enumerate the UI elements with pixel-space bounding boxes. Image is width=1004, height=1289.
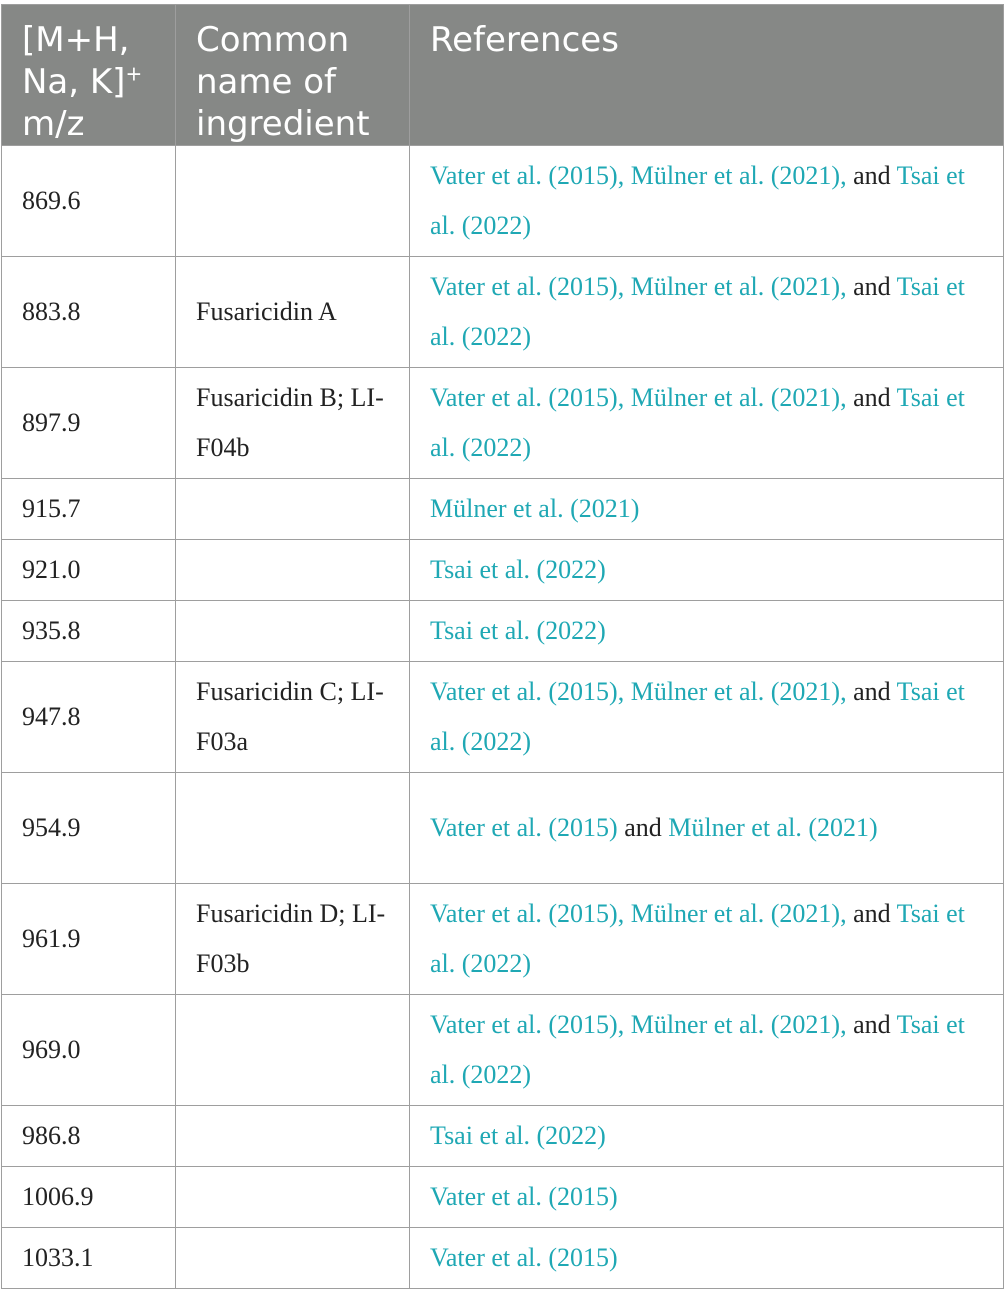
table-row [2,1106,1004,1167]
header-mz: [M+H, Na, K]+ m/z [2,5,176,146]
reference-link[interactable]: Vater et al. (2015), Mülner et al. (2021), [430,272,847,301]
common-name-cell [176,1106,410,1167]
table-row [2,995,1004,1106]
table-row [2,368,1004,479]
table-row [2,773,1004,884]
mz-cell: 869.6 [2,146,176,257]
reference-link[interactable]: Vater et al. (2015), Mülner et al. (2021), [430,899,847,928]
common-name-cell [176,773,410,884]
reference-conjunction: and [846,272,897,301]
reference-link[interactable]: Tsai et al. (2022) [430,899,965,978]
mz-cell: 1033.1 [2,1228,176,1289]
reference-link[interactable]: Vater et al. (2015) [430,1243,618,1272]
references-cell [410,995,1004,1106]
reference-conjunction: and [846,677,897,706]
mz-cell: 897.9 [2,368,176,479]
reference-link[interactable]: Vater et al. (2015), Mülner et al. (2021), [430,161,847,190]
references-cell [410,368,1004,479]
references-cell [410,146,1004,257]
reference-link[interactable]: Vater et al. (2015), Mülner et al. (2021), [430,1010,847,1039]
references-cell [410,540,1004,601]
references-cell [410,479,1004,540]
table-row [2,1228,1004,1289]
reference-conjunction: and [617,813,669,842]
mz-cell: 954.9 [2,773,176,884]
reference-link[interactable]: Tsai et al. (2022) [430,161,965,240]
reference-link[interactable]: Tsai et al. (2022) [430,383,965,462]
reference-conjunction: and [846,161,897,190]
table-row [2,1167,1004,1228]
mz-cell: 961.9 [2,884,176,995]
references-cell [410,773,1004,884]
table-row [2,540,1004,601]
table-row [2,257,1004,368]
common-name-cell [176,1228,410,1289]
references-cell [410,1106,1004,1167]
common-name-cell [176,479,410,540]
references-cell [410,1228,1004,1289]
header-common-name: Common name of ingredient [176,5,410,146]
mz-cell: 915.7 [2,479,176,540]
reference-conjunction: and [846,1010,897,1039]
common-name-cell: Fusaricidin A [176,257,410,368]
mz-cell: 935.8 [2,601,176,662]
header-references: References [410,5,1004,146]
reference-conjunction: and [846,899,897,928]
reference-link[interactable]: Mülner et al. (2021) [668,813,878,842]
table-row [2,601,1004,662]
mz-cell: 1006.9 [2,1167,176,1228]
common-name-cell: Fusaricidin C; LI-F03a [176,662,410,773]
references-cell [410,884,1004,995]
common-name-cell: Fusaricidin B; LI-F04b [176,368,410,479]
reference-link[interactable]: Mülner et al. (2021) [430,494,640,523]
references-cell [410,1167,1004,1228]
table-row [2,479,1004,540]
common-name-cell [176,1167,410,1228]
reference-link[interactable]: Vater et al. (2015) [430,1182,618,1211]
mz-cell: 986.8 [2,1106,176,1167]
mz-cell: 947.8 [2,662,176,773]
compound-table [1,4,1004,1289]
reference-link[interactable]: Vater et al. (2015), Mülner et al. (2021), [430,677,847,706]
reference-link[interactable]: Tsai et al. (2022) [430,1010,965,1089]
reference-link[interactable]: Tsai et al. (2022) [430,616,606,645]
common-name-cell [176,601,410,662]
mz-cell: 921.0 [2,540,176,601]
reference-link[interactable]: Vater et al. (2015), Mülner et al. (2021), [430,383,847,412]
reference-link[interactable]: Vater et al. (2015) [430,813,618,842]
references-cell [410,601,1004,662]
mz-cell: 969.0 [2,995,176,1106]
reference-link[interactable]: Tsai et al. (2022) [430,555,606,584]
references-cell [410,662,1004,773]
header-row [2,5,1004,146]
reference-link[interactable]: Tsai et al. (2022) [430,677,965,756]
mz-cell: 883.8 [2,257,176,368]
table-row [2,884,1004,995]
common-name-cell: Fusaricidin D; LI-F03b [176,884,410,995]
common-name-cell [176,995,410,1106]
references-cell [410,257,1004,368]
common-name-cell [176,146,410,257]
reference-link[interactable]: Tsai et al. (2022) [430,272,965,351]
reference-link[interactable]: Tsai et al. (2022) [430,1121,606,1150]
table-row [2,662,1004,773]
reference-conjunction: and [846,383,897,412]
table-row [2,146,1004,257]
common-name-cell [176,540,410,601]
